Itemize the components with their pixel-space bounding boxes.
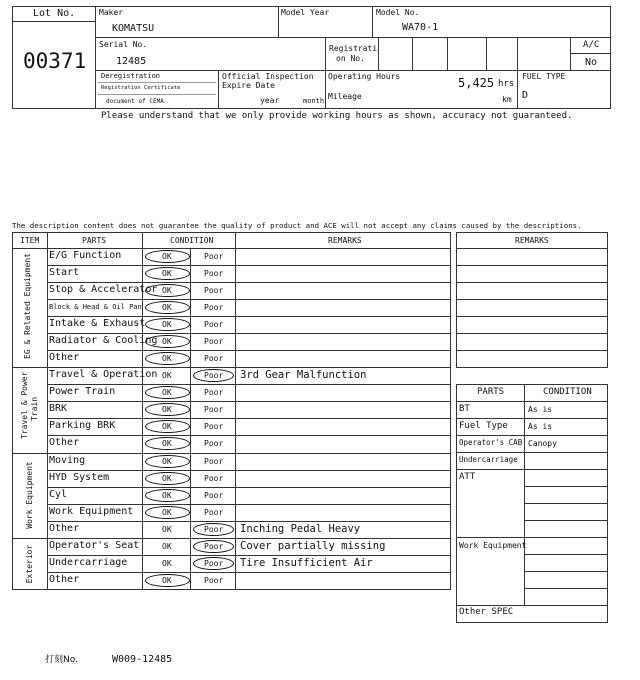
row-poor: Poor: [204, 405, 224, 414]
row-remarks: Inching Pedal Heavy: [240, 523, 361, 535]
header-remarks: REMARKS: [328, 236, 362, 245]
row-part: Stop & Accelerator: [49, 284, 158, 295]
spec-row-condition: Canopy: [528, 439, 557, 448]
row-ok: OK: [162, 303, 172, 312]
row-part: Moving: [49, 455, 86, 466]
ok-circle: [145, 403, 190, 416]
row-part: Operator's Seat: [49, 540, 140, 551]
registration-certificate-label: Registration Certificate: [101, 85, 181, 91]
row-part: Travel & Operation: [49, 369, 158, 380]
row-poor: Poor: [204, 354, 224, 363]
registration-label-1: Registrati: [329, 44, 378, 53]
group-label-travel-2: Train: [30, 396, 39, 422]
ok-circle: [145, 335, 190, 348]
model-year-label: Model Year: [281, 8, 330, 17]
row-remarks: Cover partially missing: [240, 540, 386, 552]
row-ok: OK: [162, 354, 172, 363]
registration-label-2: on No.: [336, 54, 365, 63]
document-cema-label: document of CEMA: [106, 98, 164, 105]
row-poor: Poor: [204, 491, 224, 500]
spec-row-part: Operator's CAB: [459, 438, 523, 447]
row-part: Other: [49, 574, 80, 585]
row-poor: Poor: [204, 559, 224, 568]
fuel-type-value: D: [522, 90, 529, 101]
row-poor: Poor: [204, 320, 224, 329]
row-part: Intake & Exhaust: [49, 318, 146, 329]
spec-row-condition: As is: [528, 405, 553, 414]
ok-circle: [145, 472, 190, 485]
row-ok: OK: [162, 371, 172, 380]
row-poor: Poor: [204, 422, 224, 431]
row-poor: Poor: [204, 303, 224, 312]
row-remarks: Tire Insufficient Air: [240, 557, 373, 569]
row-ok: OK: [162, 559, 172, 568]
spec-row-part: BT: [459, 404, 470, 414]
ok-circle: [145, 455, 190, 468]
spec-condition-header: CONDITION: [543, 387, 592, 397]
ok-circle: [145, 489, 190, 502]
maker-label: Maker: [99, 8, 124, 17]
ok-circle: [145, 284, 190, 297]
poor-circle: [193, 369, 234, 382]
row-poor: Poor: [204, 371, 224, 380]
row-ok: OK: [162, 457, 172, 466]
group-label-work: Work Equipment: [25, 461, 34, 529]
notice-text: Please understand that we only provide working hours as shown, accuracy not guaranteed.: [101, 111, 573, 121]
row-ok: OK: [162, 269, 172, 278]
row-poor: Poor: [204, 576, 224, 585]
row-poor: Poor: [204, 457, 224, 466]
row-ok: OK: [162, 525, 172, 534]
model-no-label: Model No.: [376, 8, 420, 17]
row-part: Other: [49, 523, 80, 534]
ac-label: A/C: [583, 40, 600, 50]
row-part: Other: [49, 352, 80, 363]
row-ok: OK: [162, 286, 172, 295]
operating-hours-label: Operating Hours: [328, 72, 401, 81]
row-part: Start: [49, 267, 80, 278]
row-part: Undercarriage: [49, 557, 128, 568]
row-poor: Poor: [204, 474, 224, 483]
ok-circle: [145, 352, 190, 365]
mileage-label: Mileage: [328, 92, 362, 101]
ok-circle: [145, 250, 190, 263]
row-part: E/G Function: [49, 250, 122, 261]
row-poor: Poor: [204, 252, 224, 261]
hrs-unit: hrs: [498, 79, 515, 89]
row-poor: Poor: [204, 439, 224, 448]
poor-circle: [193, 540, 234, 553]
stamp-label: 打刻No.: [45, 655, 78, 665]
deregistration-label: Deregistration: [101, 72, 161, 80]
row-part: BRK: [49, 403, 68, 414]
official-inspection-label-1: Official Inspection: [222, 72, 314, 81]
header-condition: CONDITION: [170, 236, 214, 245]
row-part: Block & Head & Oil Pan: [49, 303, 142, 311]
spec-row-condition: As is: [528, 422, 553, 431]
row-poor: Poor: [204, 388, 224, 397]
year-label: year: [260, 96, 280, 105]
row-part: Cyl: [49, 489, 68, 500]
row-ok: OK: [162, 337, 172, 346]
row-poor: Poor: [204, 286, 224, 295]
ok-circle: [145, 574, 190, 587]
ok-circle: [145, 386, 190, 399]
maker-value: KOMATSU: [112, 23, 155, 34]
row-part: Power Train: [49, 386, 116, 397]
row-poor: Poor: [204, 337, 224, 346]
row-ok: OK: [162, 542, 172, 551]
row-ok: OK: [162, 405, 172, 414]
row-part: Other: [49, 437, 80, 448]
header-item: ITEM: [20, 236, 40, 245]
work-equipment-label: Work Equipment: [459, 541, 527, 550]
row-part: HYD System: [49, 472, 110, 483]
row-ok: OK: [162, 508, 172, 517]
row-poor: Poor: [204, 525, 224, 534]
ok-circle: [145, 420, 190, 433]
spec-parts-header: PARTS: [477, 387, 505, 397]
header-parts: PARTS: [82, 236, 107, 245]
poor-circle: [193, 523, 234, 536]
group-label-exterior: Exterior: [25, 544, 34, 584]
official-inspection-label-2: Expire Date: [222, 81, 275, 90]
ok-circle: [145, 301, 190, 314]
row-poor: Poor: [204, 269, 224, 278]
row-remarks: 3rd Gear Malfunction: [240, 369, 367, 381]
fuel-type-label: FUEL TYPE: [522, 72, 566, 81]
stamp-value: W009-12485: [112, 654, 173, 665]
other-spec-label: Other SPEC: [459, 607, 514, 617]
row-ok: OK: [162, 252, 172, 261]
lot-no: 00371: [23, 49, 87, 73]
km-unit: km: [502, 95, 512, 104]
row-ok: OK: [162, 491, 172, 500]
lot-no-label: Lot No.: [33, 8, 76, 19]
ok-circle: [145, 267, 190, 280]
row-part: Work Equipment: [49, 506, 134, 517]
row-part: Radiator & Cooling: [49, 335, 158, 346]
row-ok: OK: [162, 320, 172, 329]
ok-circle: [145, 437, 190, 450]
row-ok: OK: [162, 474, 172, 483]
ok-circle: [145, 506, 190, 519]
serial-no-value: 12485: [116, 56, 147, 67]
spec-row-part: ATT: [459, 472, 476, 482]
right-remarks-header: REMARKS: [515, 236, 549, 245]
row-part: Parking BRK: [49, 420, 116, 431]
model-no-value: WA70-1: [402, 22, 439, 33]
month-label: month: [303, 97, 325, 105]
group-label-eg: EG & Related Equipment: [23, 253, 32, 359]
row-poor: Poor: [204, 542, 224, 551]
ok-circle: [145, 318, 190, 331]
group-label-travel-1: Travel & Power: [20, 371, 29, 439]
poor-circle: [193, 557, 234, 570]
spec-row-part: Fuel Type: [459, 421, 508, 431]
row-ok: OK: [162, 576, 172, 585]
serial-no-label: Serial No.: [99, 40, 148, 49]
disclaimer-text: The description content does not guarantee the quality of product and ACE will not accept any claims caused by the descriptions.: [12, 221, 582, 230]
row-ok: OK: [162, 439, 172, 448]
ac-value: No: [585, 57, 598, 68]
row-ok: OK: [162, 388, 172, 397]
row-ok: OK: [162, 422, 172, 431]
operating-hours-value: 5,425: [458, 76, 495, 90]
row-poor: Poor: [204, 508, 224, 517]
spec-row-part: Undercarriage: [459, 455, 518, 464]
